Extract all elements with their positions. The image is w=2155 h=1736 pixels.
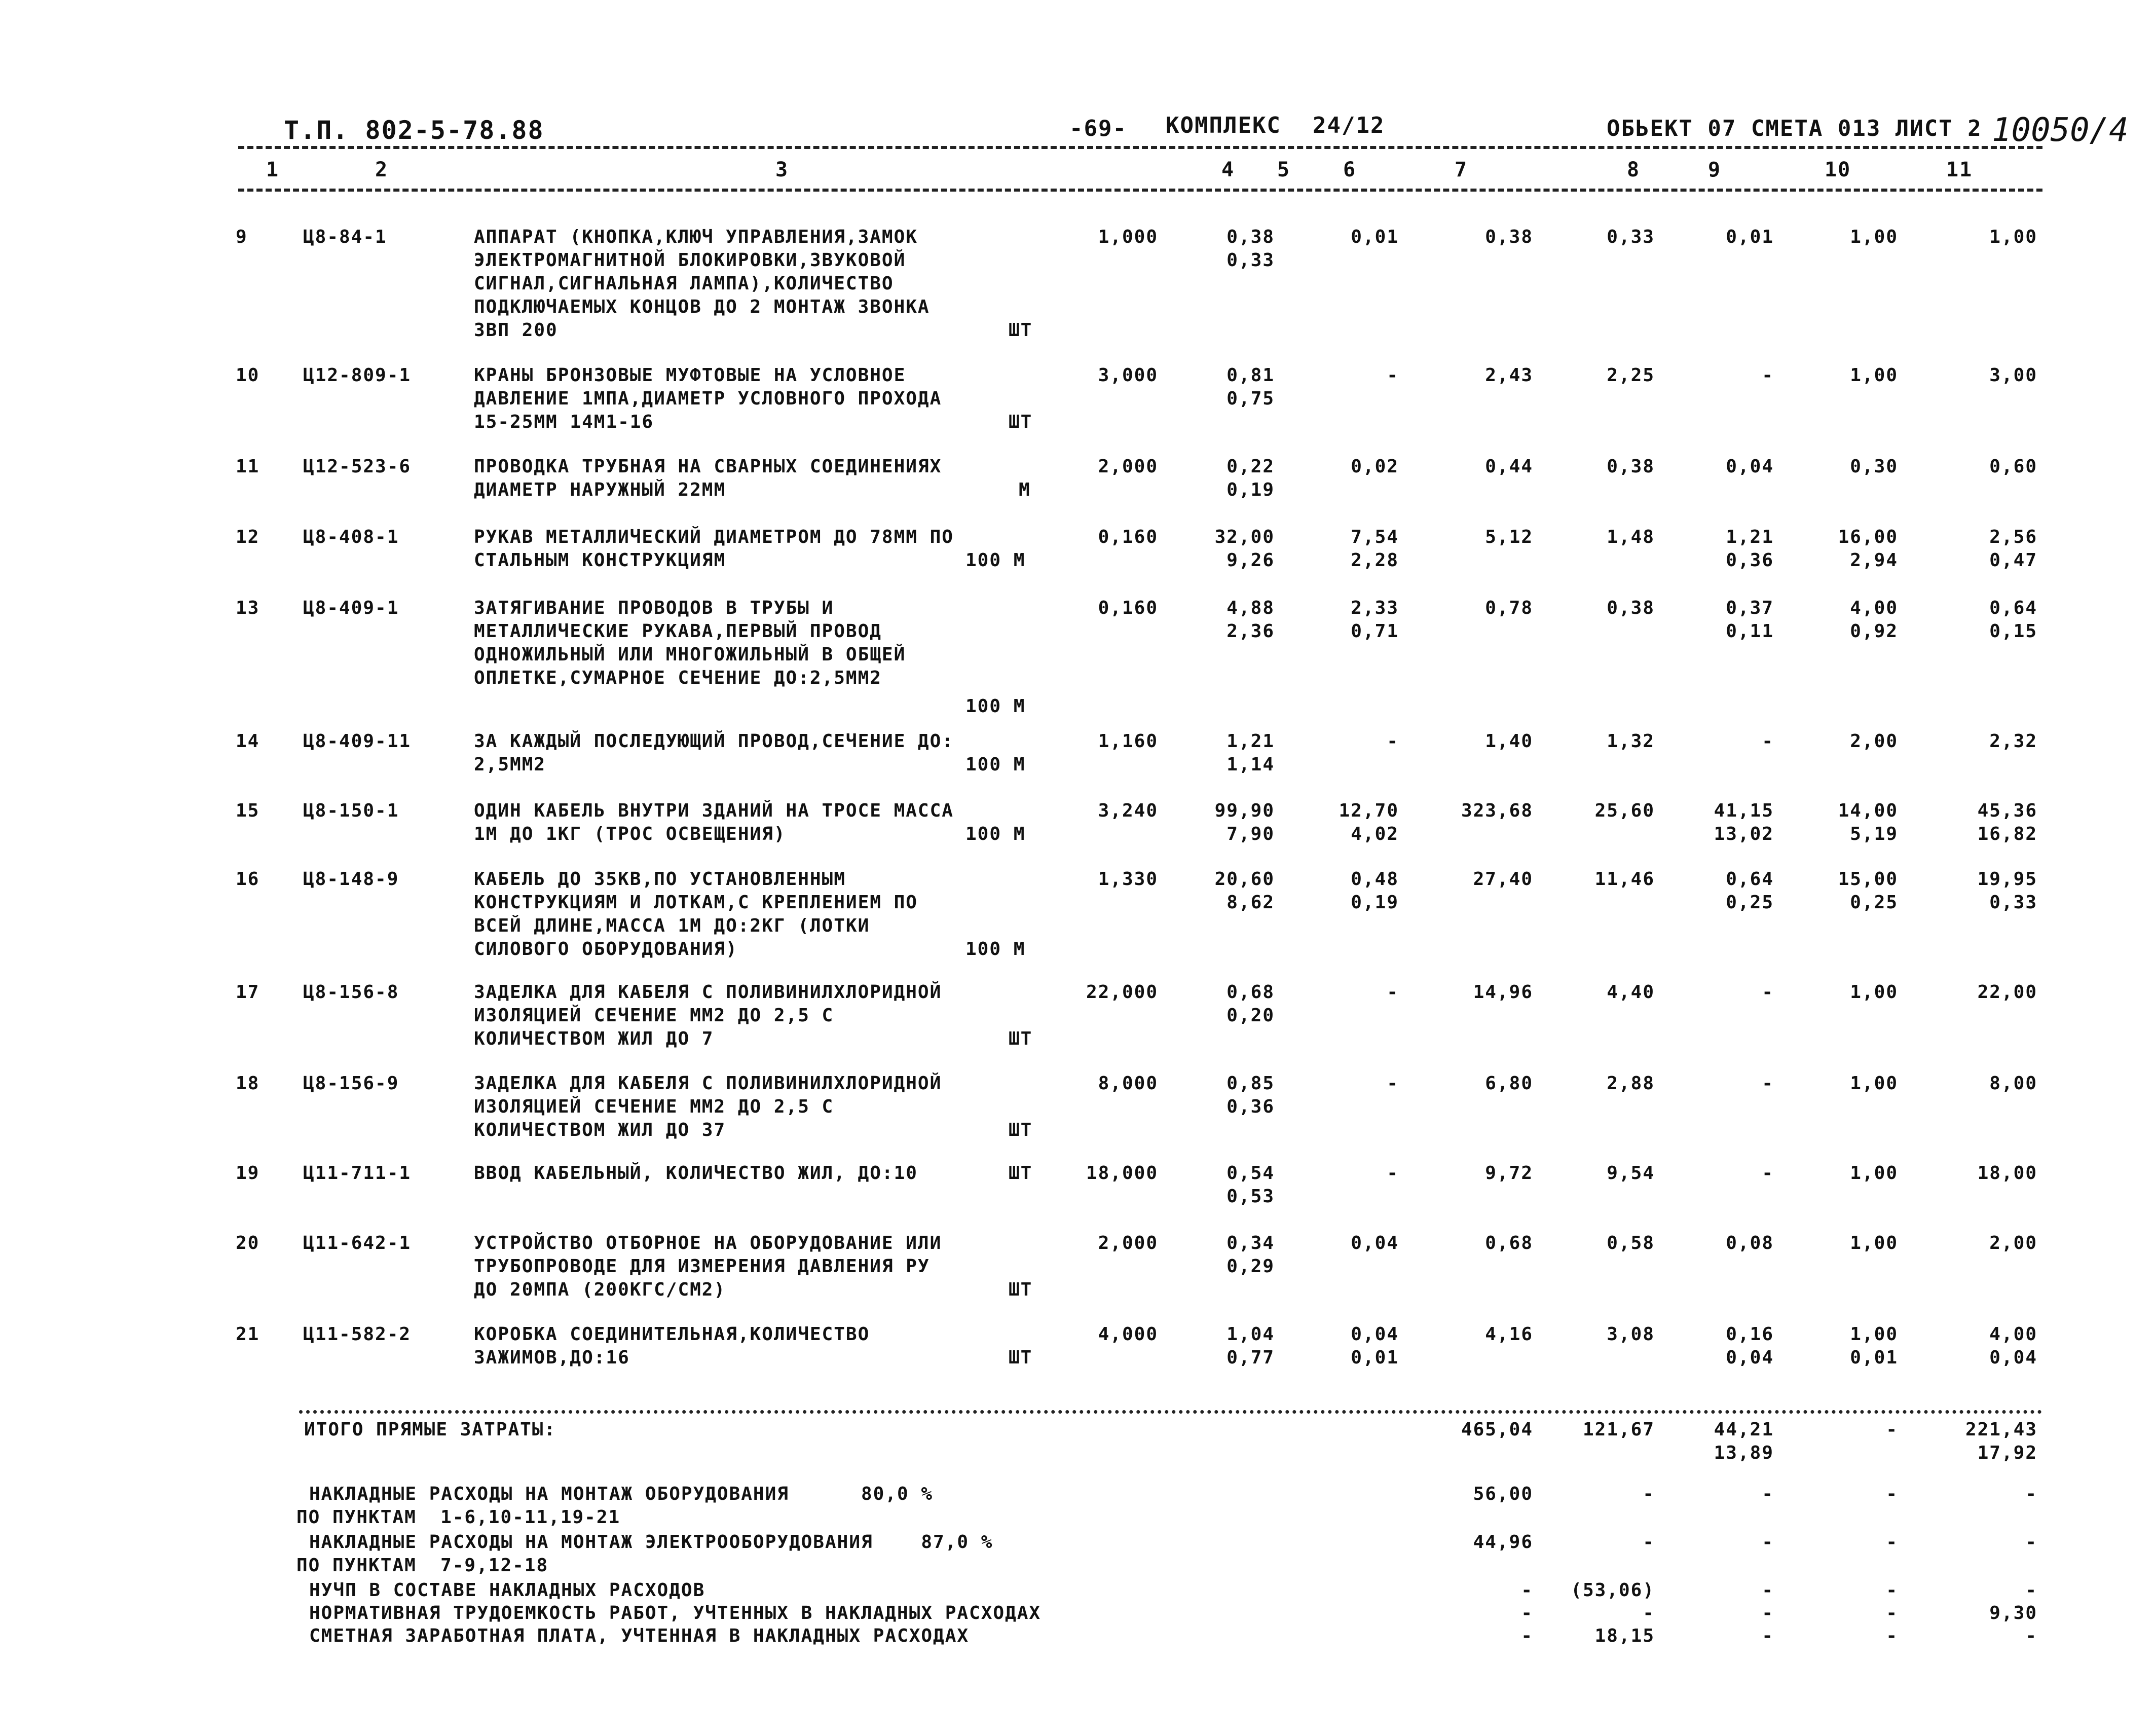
row-description-line: ПРОВОДКА ТРУБНАЯ НА СВАРНЫХ СОЕДИНЕНИЯХ bbox=[474, 456, 942, 477]
column-number: 1 bbox=[266, 158, 280, 181]
row-value-c6: 7,54 bbox=[1351, 527, 1399, 547]
doc-code: Т.П. 802-5-78.88 bbox=[284, 116, 544, 145]
row-unit: 100 М bbox=[965, 550, 1026, 571]
page-number: -69- bbox=[1069, 116, 1127, 141]
row-unit: 100 М bbox=[965, 696, 1026, 717]
totals-dotted-rule bbox=[299, 1410, 2042, 1414]
row-code: Ц8-150-1 bbox=[303, 800, 399, 821]
row-description-line: КОЛИЧЕСТВОМ ЖИЛ ДО 7 bbox=[474, 1028, 714, 1049]
row-value-c11: 0,33 bbox=[1989, 892, 2037, 913]
row-quantity: 4,000 bbox=[1098, 1324, 1158, 1345]
row-quantity: 18,000 bbox=[1086, 1163, 1158, 1184]
row-value-c9: 0,36 bbox=[1726, 550, 1774, 571]
row-value-c11: 1,00 bbox=[1989, 227, 2037, 247]
row-value-c5: 0,29 bbox=[1227, 1256, 1275, 1277]
header-top-rule bbox=[238, 146, 2042, 149]
row-value-c5: 0,33 bbox=[1227, 250, 1275, 271]
column-number: 6 bbox=[1343, 158, 1357, 181]
row-description-line: СТАЛЬНЫМ КОНСТРУКЦИЯМ bbox=[474, 550, 726, 571]
row-value-c9: - bbox=[1762, 731, 1774, 752]
row-value-c9: 0,25 bbox=[1726, 892, 1774, 913]
overhead-c9: - bbox=[1762, 1603, 1774, 1623]
row-value-c11: 0,04 bbox=[1989, 1347, 2037, 1368]
row-description-line: 15-25ММ 14М1-16 bbox=[474, 412, 654, 432]
row-description-line: ТРУБОПРОВОДЕ ДЛЯ ИЗМЕРЕНИЯ ДАВЛЕНИЯ РУ bbox=[474, 1256, 930, 1277]
overhead-c10: - bbox=[1886, 1580, 1898, 1601]
row-value-c11: 0,60 bbox=[1989, 456, 2037, 477]
row-number: 11 bbox=[236, 456, 260, 477]
row-description-line: КРАНЫ БРОНЗОВЫЕ МУФТОВЫЕ НА УСЛОВНОЕ bbox=[474, 365, 906, 386]
row-value-c5: 32,00 bbox=[1214, 527, 1275, 547]
object-label: ОБЬЕКТ 07 СМЕТА 013 ЛИСТ 2 bbox=[1607, 116, 1982, 141]
row-description-line: ЭЛЕКТРОМАГНИТНОЙ БЛОКИРОВКИ,ЗВУКОВОЙ bbox=[474, 250, 906, 271]
row-value-c6: - bbox=[1387, 1163, 1399, 1184]
row-value-c6: 0,71 bbox=[1351, 621, 1399, 642]
row-value-c6: - bbox=[1387, 982, 1399, 1003]
row-value-c9: 13,02 bbox=[1714, 824, 1774, 844]
row-value-c9: - bbox=[1762, 1073, 1774, 1094]
overhead-c8: 18,15 bbox=[1594, 1626, 1655, 1646]
column-number: 2 bbox=[375, 158, 389, 181]
row-value-c11: 18,00 bbox=[1977, 1163, 2037, 1184]
row-unit: 100 М bbox=[965, 939, 1026, 959]
row-value-c6: 0,48 bbox=[1351, 869, 1399, 890]
totals-c11: 221,43 bbox=[1965, 1419, 2037, 1440]
overhead-c10: - bbox=[1886, 1626, 1898, 1646]
row-number: 10 bbox=[236, 365, 260, 386]
totals-c9: 44,21 bbox=[1714, 1419, 1774, 1440]
row-code: Ц12-809-1 bbox=[303, 365, 412, 386]
row-description-line: РУКАВ МЕТАЛЛИЧЕСКИЙ ДИАМЕТРОМ ДО 78ММ ПО bbox=[474, 527, 954, 547]
row-value-c8: 4,40 bbox=[1607, 982, 1655, 1003]
row-value-c7: 5,12 bbox=[1485, 527, 1533, 547]
row-description-line: ДИАМЕТР НАРУЖНЫЙ 22ММ bbox=[474, 479, 726, 500]
row-value-c11: 8,00 bbox=[1989, 1073, 2037, 1094]
row-value-c9: 1,21 bbox=[1726, 527, 1774, 547]
row-value-c8: 0,33 bbox=[1607, 227, 1655, 247]
row-description-line: КАБЕЛЬ ДО 35КВ,ПО УСТАНОВЛЕННЫМ bbox=[474, 869, 846, 890]
row-value-c5: 1,21 bbox=[1227, 731, 1275, 752]
overhead-c7: - bbox=[1521, 1580, 1533, 1601]
row-value-c8: 9,54 bbox=[1607, 1163, 1655, 1184]
row-description-line: УСТРОЙСТВО ОТБОРНОЕ НА ОБОРУДОВАНИЕ ИЛИ bbox=[474, 1233, 942, 1253]
overhead-c7: - bbox=[1521, 1626, 1533, 1646]
row-description-line: ЗВП 200 bbox=[474, 320, 558, 341]
row-value-c6: 0,02 bbox=[1351, 456, 1399, 477]
row-value-c6: 0,04 bbox=[1351, 1324, 1399, 1345]
row-value-c9: - bbox=[1762, 1163, 1774, 1184]
row-description-line: ОПЛЕТКЕ,СУМАРНОЕ СЕЧЕНИЕ ДО:2,5ММ2 bbox=[474, 668, 882, 688]
column-number: 5 bbox=[1277, 158, 1291, 181]
row-value-c9: 0,01 bbox=[1726, 227, 1774, 247]
row-quantity: 3,000 bbox=[1098, 365, 1158, 386]
row-value-c10: 0,01 bbox=[1850, 1347, 1898, 1368]
row-value-c10: 1,00 bbox=[1850, 982, 1898, 1003]
row-value-c6: 2,33 bbox=[1351, 598, 1399, 618]
row-value-c5: 0,81 bbox=[1227, 365, 1275, 386]
row-value-c6: 0,04 bbox=[1351, 1233, 1399, 1253]
row-unit: ШТ bbox=[1009, 320, 1033, 341]
row-number: 20 bbox=[236, 1233, 260, 1253]
row-description-line: КОРОБКА СОЕДИНИТЕЛЬНАЯ,КОЛИЧЕСТВО bbox=[474, 1324, 870, 1345]
row-unit: 100 М bbox=[965, 754, 1026, 775]
row-value-c5: 7,90 bbox=[1227, 824, 1275, 844]
row-value-c6: 2,28 bbox=[1351, 550, 1399, 571]
row-value-c10: 0,92 bbox=[1850, 621, 1898, 642]
row-description-line: ВСЕЙ ДЛИНЕ,МАССА 1М ДО:2КГ (ЛОТКИ bbox=[474, 915, 870, 936]
row-value-c9: 0,64 bbox=[1726, 869, 1774, 890]
row-value-c10: 5,19 bbox=[1850, 824, 1898, 844]
overhead-points: ПО ПУНКТАМ 7-9,12-18 bbox=[296, 1555, 549, 1576]
row-quantity: 3,240 bbox=[1098, 800, 1158, 821]
row-value-c9: - bbox=[1762, 982, 1774, 1003]
row-value-c10: 1,00 bbox=[1850, 1163, 1898, 1184]
row-value-c10: 14,00 bbox=[1838, 800, 1898, 821]
row-value-c9: 0,04 bbox=[1726, 1347, 1774, 1368]
row-description-line: 2,5ММ2 bbox=[474, 754, 546, 775]
row-code: Ц11-711-1 bbox=[303, 1163, 412, 1184]
overhead-c8: - bbox=[1643, 1603, 1655, 1623]
complex-label: КОМПЛЕКС bbox=[1166, 113, 1281, 138]
overhead-points: ПО ПУНКТАМ 1-6,10-11,19-21 bbox=[296, 1507, 621, 1528]
row-value-c10: 1,00 bbox=[1850, 227, 1898, 247]
row-value-c11: 2,56 bbox=[1989, 527, 2037, 547]
column-number: 10 bbox=[1825, 158, 1851, 181]
overhead-c9: - bbox=[1762, 1484, 1774, 1504]
header-bottom-rule bbox=[238, 189, 2042, 192]
row-value-c8: 1,32 bbox=[1607, 731, 1655, 752]
row-value-c10: 1,00 bbox=[1850, 1324, 1898, 1345]
row-description-line: СИЛОВОГО ОБОРУДОВАНИЯ) bbox=[474, 939, 738, 959]
row-value-c5: 20,60 bbox=[1214, 869, 1275, 890]
row-code: Ц8-148-9 bbox=[303, 869, 399, 890]
row-value-c10: 2,00 bbox=[1850, 731, 1898, 752]
row-quantity: 0,160 bbox=[1098, 598, 1158, 618]
row-code: Ц8-408-1 bbox=[303, 527, 399, 547]
row-value-c5: 0,68 bbox=[1227, 982, 1275, 1003]
row-number: 17 bbox=[236, 982, 260, 1003]
row-value-c9: 0,11 bbox=[1726, 621, 1774, 642]
row-value-c5: 0,36 bbox=[1227, 1096, 1275, 1117]
row-value-c6: - bbox=[1387, 1073, 1399, 1094]
row-quantity: 0,160 bbox=[1098, 527, 1158, 547]
row-value-c10: 4,00 bbox=[1850, 598, 1898, 618]
totals-c7: 465,04 bbox=[1461, 1419, 1533, 1440]
row-description-line: МЕТАЛЛИЧЕСКИЕ РУКАВА,ПЕРВЫЙ ПРОВОД bbox=[474, 621, 882, 642]
totals-c8: 121,67 bbox=[1582, 1419, 1655, 1440]
row-quantity: 1,000 bbox=[1098, 227, 1158, 247]
row-description-line: ОДНОЖИЛЬНЫЙ ИЛИ МНОГОЖИЛЬНЫЙ В ОБЩЕЙ bbox=[474, 644, 906, 665]
row-value-c10: 2,94 bbox=[1850, 550, 1898, 571]
totals-c10: - bbox=[1886, 1419, 1898, 1440]
row-value-c8: 1,48 bbox=[1607, 527, 1655, 547]
row-value-c11: 0,15 bbox=[1989, 621, 2037, 642]
row-description-line: ЗАТЯГИВАНИЕ ПРОВОДОВ В ТРУБЫ И bbox=[474, 598, 834, 618]
row-value-c5: 4,88 bbox=[1227, 598, 1275, 618]
overhead-label: НАКЛАДНЫЕ РАСХОДЫ НА МОНТАЖ ОБОРУДОВАНИЯ 80,0 % bbox=[309, 1484, 934, 1504]
row-unit: ШТ bbox=[1009, 1120, 1033, 1140]
row-number: 12 bbox=[236, 527, 260, 547]
row-description-line: ИЗОЛЯЦИЕЙ СЕЧЕНИЕ ММ2 ДО 2,5 С bbox=[474, 1096, 834, 1117]
row-unit: ШТ bbox=[1009, 1347, 1033, 1368]
row-unit: 100 М bbox=[965, 824, 1026, 844]
overhead-c8: - bbox=[1643, 1484, 1655, 1504]
row-value-c11: 0,64 bbox=[1989, 598, 2037, 618]
row-value-c8: 25,60 bbox=[1594, 800, 1655, 821]
row-value-c6: 0,01 bbox=[1351, 227, 1399, 247]
row-description-line: ЗАДЕЛКА ДЛЯ КАБЕЛЯ С ПОЛИВИНИЛХЛОРИДНОЙ bbox=[474, 1073, 942, 1094]
overhead-c7: 44,96 bbox=[1473, 1532, 1533, 1553]
row-value-c9: 0,08 bbox=[1726, 1233, 1774, 1253]
row-value-c5: 0,53 bbox=[1227, 1186, 1275, 1207]
row-number: 13 bbox=[236, 598, 260, 618]
overhead-label: НОРМАТИВНАЯ ТРУДОЕМКОСТЬ РАБОТ, УЧТЕННЫХ В НАКЛАДНЫХ РАСХОДАХ bbox=[309, 1603, 1042, 1623]
row-description-line: ДАВЛЕНИЕ 1МПА,ДИАМЕТР УСЛОВНОГО ПРОХОДА bbox=[474, 388, 942, 409]
row-number: 21 bbox=[236, 1324, 260, 1345]
row-value-c5: 0,34 bbox=[1227, 1233, 1275, 1253]
row-code: Ц11-582-2 bbox=[303, 1324, 412, 1345]
row-number: 14 bbox=[236, 731, 260, 752]
archive-number: 10050/4 bbox=[1992, 112, 2129, 149]
overhead-label: НАКЛАДНЫЕ РАСХОДЫ НА МОНТАЖ ЭЛЕКТРООБОРУДОВАНИЯ 87,0 % bbox=[309, 1532, 993, 1553]
row-value-c5: 1,04 bbox=[1227, 1324, 1275, 1345]
overhead-c10: - bbox=[1886, 1603, 1898, 1623]
overhead-label: СМЕТНАЯ ЗАРАБОТНАЯ ПЛАТА, УЧТЕННАЯ В НАКЛАДНЫХ РАСХОДАХ bbox=[309, 1626, 970, 1646]
row-number: 15 bbox=[236, 800, 260, 821]
row-quantity: 2,000 bbox=[1098, 456, 1158, 477]
row-value-c5: 0,75 bbox=[1227, 388, 1275, 409]
row-value-c9: 0,04 bbox=[1726, 456, 1774, 477]
column-number: 8 bbox=[1627, 158, 1641, 181]
row-value-c7: 0,78 bbox=[1485, 598, 1533, 618]
overhead-c8: - bbox=[1643, 1532, 1655, 1553]
overhead-c11: - bbox=[2025, 1484, 2037, 1504]
row-value-c6: 0,19 bbox=[1351, 892, 1399, 913]
row-number: 18 bbox=[236, 1073, 260, 1094]
row-number: 16 bbox=[236, 869, 260, 890]
row-value-c10: 1,00 bbox=[1850, 365, 1898, 386]
overhead-c10: - bbox=[1886, 1484, 1898, 1504]
row-code: Ц8-409-1 bbox=[303, 598, 399, 618]
row-description-line: АППАРАТ (КНОПКА,КЛЮЧ УПРАВЛЕНИЯ,ЗАМОК bbox=[474, 227, 918, 247]
row-value-c8: 2,88 bbox=[1607, 1073, 1655, 1094]
overhead-c11: 9,30 bbox=[1989, 1603, 2037, 1623]
overhead-c7: - bbox=[1521, 1603, 1533, 1623]
row-value-c7: 4,16 bbox=[1485, 1324, 1533, 1345]
row-value-c11: 19,95 bbox=[1977, 869, 2037, 890]
row-code: Ц11-642-1 bbox=[303, 1233, 412, 1253]
column-number: 3 bbox=[775, 158, 789, 181]
row-description-line: КОНСТРУКЦИЯМ И ЛОТКАМ,С КРЕПЛЕНИЕМ ПО bbox=[474, 892, 918, 913]
row-description-line: ПОДКЛЮЧАЕМЫХ КОНЦОВ ДО 2 МОНТАЖ ЗВОНКА bbox=[474, 297, 930, 317]
row-value-c9: 41,15 bbox=[1714, 800, 1774, 821]
row-value-c6: - bbox=[1387, 731, 1399, 752]
row-value-c6: 0,01 bbox=[1351, 1347, 1399, 1368]
row-value-c5: 8,62 bbox=[1227, 892, 1275, 913]
row-value-c6: 4,02 bbox=[1351, 824, 1399, 844]
row-value-c11: 3,00 bbox=[1989, 365, 2037, 386]
overhead-c8: (53,06) bbox=[1571, 1580, 1655, 1601]
row-description-line: КОЛИЧЕСТВОМ ЖИЛ ДО 37 bbox=[474, 1120, 726, 1140]
overhead-c10: - bbox=[1886, 1532, 1898, 1553]
row-value-c10: 0,30 bbox=[1850, 456, 1898, 477]
row-value-c5: 99,90 bbox=[1214, 800, 1275, 821]
row-value-c9: 0,16 bbox=[1726, 1324, 1774, 1345]
overhead-c11: - bbox=[2025, 1580, 2037, 1601]
row-value-c7: 323,68 bbox=[1461, 800, 1533, 821]
row-quantity: 8,000 bbox=[1098, 1073, 1158, 1094]
row-description-line: ЗАЖИМОВ,ДО:16 bbox=[474, 1347, 630, 1368]
row-value-c7: 14,96 bbox=[1473, 982, 1533, 1003]
row-value-c11: 22,00 bbox=[1977, 982, 2037, 1003]
row-description-line: ВВОД КАБЕЛЬНЫЙ, КОЛИЧЕСТВО ЖИЛ, ДО:10 bbox=[474, 1163, 918, 1184]
row-value-c11: 0,47 bbox=[1989, 550, 2037, 571]
overhead-c9: - bbox=[1762, 1532, 1774, 1553]
row-quantity: 1,330 bbox=[1098, 869, 1158, 890]
row-code: Ц8-156-8 bbox=[303, 982, 399, 1003]
row-description-line: ИЗОЛЯЦИЕЙ СЕЧЕНИЕ ММ2 ДО 2,5 С bbox=[474, 1005, 834, 1026]
row-value-c5: 0,38 bbox=[1227, 227, 1275, 247]
row-value-c7: 27,40 bbox=[1473, 869, 1533, 890]
row-value-c7: 6,80 bbox=[1485, 1073, 1533, 1094]
overhead-c9: - bbox=[1762, 1626, 1774, 1646]
row-value-c11: 2,32 bbox=[1989, 731, 2037, 752]
row-value-c11: 2,00 bbox=[1989, 1233, 2037, 1253]
row-value-c8: 2,25 bbox=[1607, 365, 1655, 386]
row-code: Ц8-409-11 bbox=[303, 731, 412, 752]
row-value-c5: 0,54 bbox=[1227, 1163, 1275, 1184]
row-value-c8: 3,08 bbox=[1607, 1324, 1655, 1345]
row-value-c10: 1,00 bbox=[1850, 1233, 1898, 1253]
row-value-c10: 15,00 bbox=[1838, 869, 1898, 890]
row-value-c10: 0,25 bbox=[1850, 892, 1898, 913]
row-description-line: ОДИН КАБЕЛЬ ВНУТРИ ЗДАНИЙ НА ТРОСЕ МАССА bbox=[474, 800, 954, 821]
column-number: 9 bbox=[1708, 158, 1722, 181]
overhead-c9: - bbox=[1762, 1580, 1774, 1601]
row-number: 9 bbox=[236, 227, 248, 247]
row-value-c6: - bbox=[1387, 365, 1399, 386]
row-code: Ц8-156-9 bbox=[303, 1073, 399, 1094]
totals-c9: 13,89 bbox=[1714, 1443, 1774, 1463]
row-value-c9: 0,37 bbox=[1726, 598, 1774, 618]
row-value-c11: 4,00 bbox=[1989, 1324, 2037, 1345]
row-description-line: ЗАДЕЛКА ДЛЯ КАБЕЛЯ С ПОЛИВИНИЛХЛОРИДНОЙ bbox=[474, 982, 942, 1003]
row-value-c11: 45,36 bbox=[1977, 800, 2037, 821]
row-value-c9: - bbox=[1762, 365, 1774, 386]
row-value-c10: 1,00 bbox=[1850, 1073, 1898, 1094]
column-number: 11 bbox=[1946, 158, 1973, 181]
totals-c11: 17,92 bbox=[1977, 1443, 2037, 1463]
row-description-line: СИГНАЛ,СИГНАЛЬНАЯ ЛАМПА),КОЛИЧЕСТВО bbox=[474, 273, 894, 294]
row-value-c5: 2,36 bbox=[1227, 621, 1275, 642]
row-value-c8: 0,38 bbox=[1607, 598, 1655, 618]
row-value-c8: 0,58 bbox=[1607, 1233, 1655, 1253]
row-value-c8: 11,46 bbox=[1594, 869, 1655, 890]
row-value-c5: 1,14 bbox=[1227, 754, 1275, 775]
row-code: Ц8-84-1 bbox=[303, 227, 387, 247]
row-quantity: 22,000 bbox=[1086, 982, 1158, 1003]
row-value-c7: 1,40 bbox=[1485, 731, 1533, 752]
row-quantity: 1,160 bbox=[1098, 731, 1158, 752]
row-value-c7: 0,68 bbox=[1485, 1233, 1533, 1253]
row-value-c5: 0,19 bbox=[1227, 479, 1275, 500]
row-value-c10: 16,00 bbox=[1838, 527, 1898, 547]
row-unit: М bbox=[1019, 479, 1031, 500]
row-value-c7: 0,44 bbox=[1485, 456, 1533, 477]
row-value-c11: 16,82 bbox=[1977, 824, 2037, 844]
row-number: 19 bbox=[236, 1163, 260, 1184]
row-value-c7: 2,43 bbox=[1485, 365, 1533, 386]
overhead-c7: 56,00 bbox=[1473, 1484, 1533, 1504]
column-number: 7 bbox=[1455, 158, 1468, 181]
row-value-c7: 9,72 bbox=[1485, 1163, 1533, 1184]
row-unit: ШТ bbox=[1009, 1163, 1033, 1184]
row-unit: ШТ bbox=[1009, 412, 1033, 432]
overhead-c11: - bbox=[2025, 1532, 2037, 1553]
row-description-line: 1М ДО 1КГ (ТРОС ОСВЕЩЕНИЯ) bbox=[474, 824, 786, 844]
row-value-c6: 12,70 bbox=[1339, 800, 1399, 821]
row-value-c8: 0,38 bbox=[1607, 456, 1655, 477]
row-value-c5: 0,20 bbox=[1227, 1005, 1275, 1026]
complex-number: 24/12 bbox=[1313, 113, 1385, 138]
row-unit: ШТ bbox=[1009, 1028, 1033, 1049]
row-value-c5: 9,26 bbox=[1227, 550, 1275, 571]
totals-label: ИТОГО ПРЯМЫЕ ЗАТРАТЫ: bbox=[304, 1419, 556, 1440]
overhead-label: НУЧП В СОСТАВЕ НАКЛАДНЫХ РАСХОДОВ bbox=[309, 1580, 705, 1601]
row-value-c5: 0,22 bbox=[1227, 456, 1275, 477]
column-number: 4 bbox=[1221, 158, 1235, 181]
row-value-c5: 0,85 bbox=[1227, 1073, 1275, 1094]
row-code: Ц12-523-6 bbox=[303, 456, 412, 477]
row-unit: ШТ bbox=[1009, 1279, 1033, 1300]
row-value-c7: 0,38 bbox=[1485, 227, 1533, 247]
row-description-line: ЗА КАЖДЫЙ ПОСЛЕДУЮЩИЙ ПРОВОД,СЕЧЕНИЕ ДО: bbox=[474, 731, 954, 752]
row-description-line: ДО 20МПА (200КГС/СМ2) bbox=[474, 1279, 726, 1300]
row-quantity: 2,000 bbox=[1098, 1233, 1158, 1253]
overhead-c11: - bbox=[2025, 1626, 2037, 1646]
row-value-c5: 0,77 bbox=[1227, 1347, 1275, 1368]
